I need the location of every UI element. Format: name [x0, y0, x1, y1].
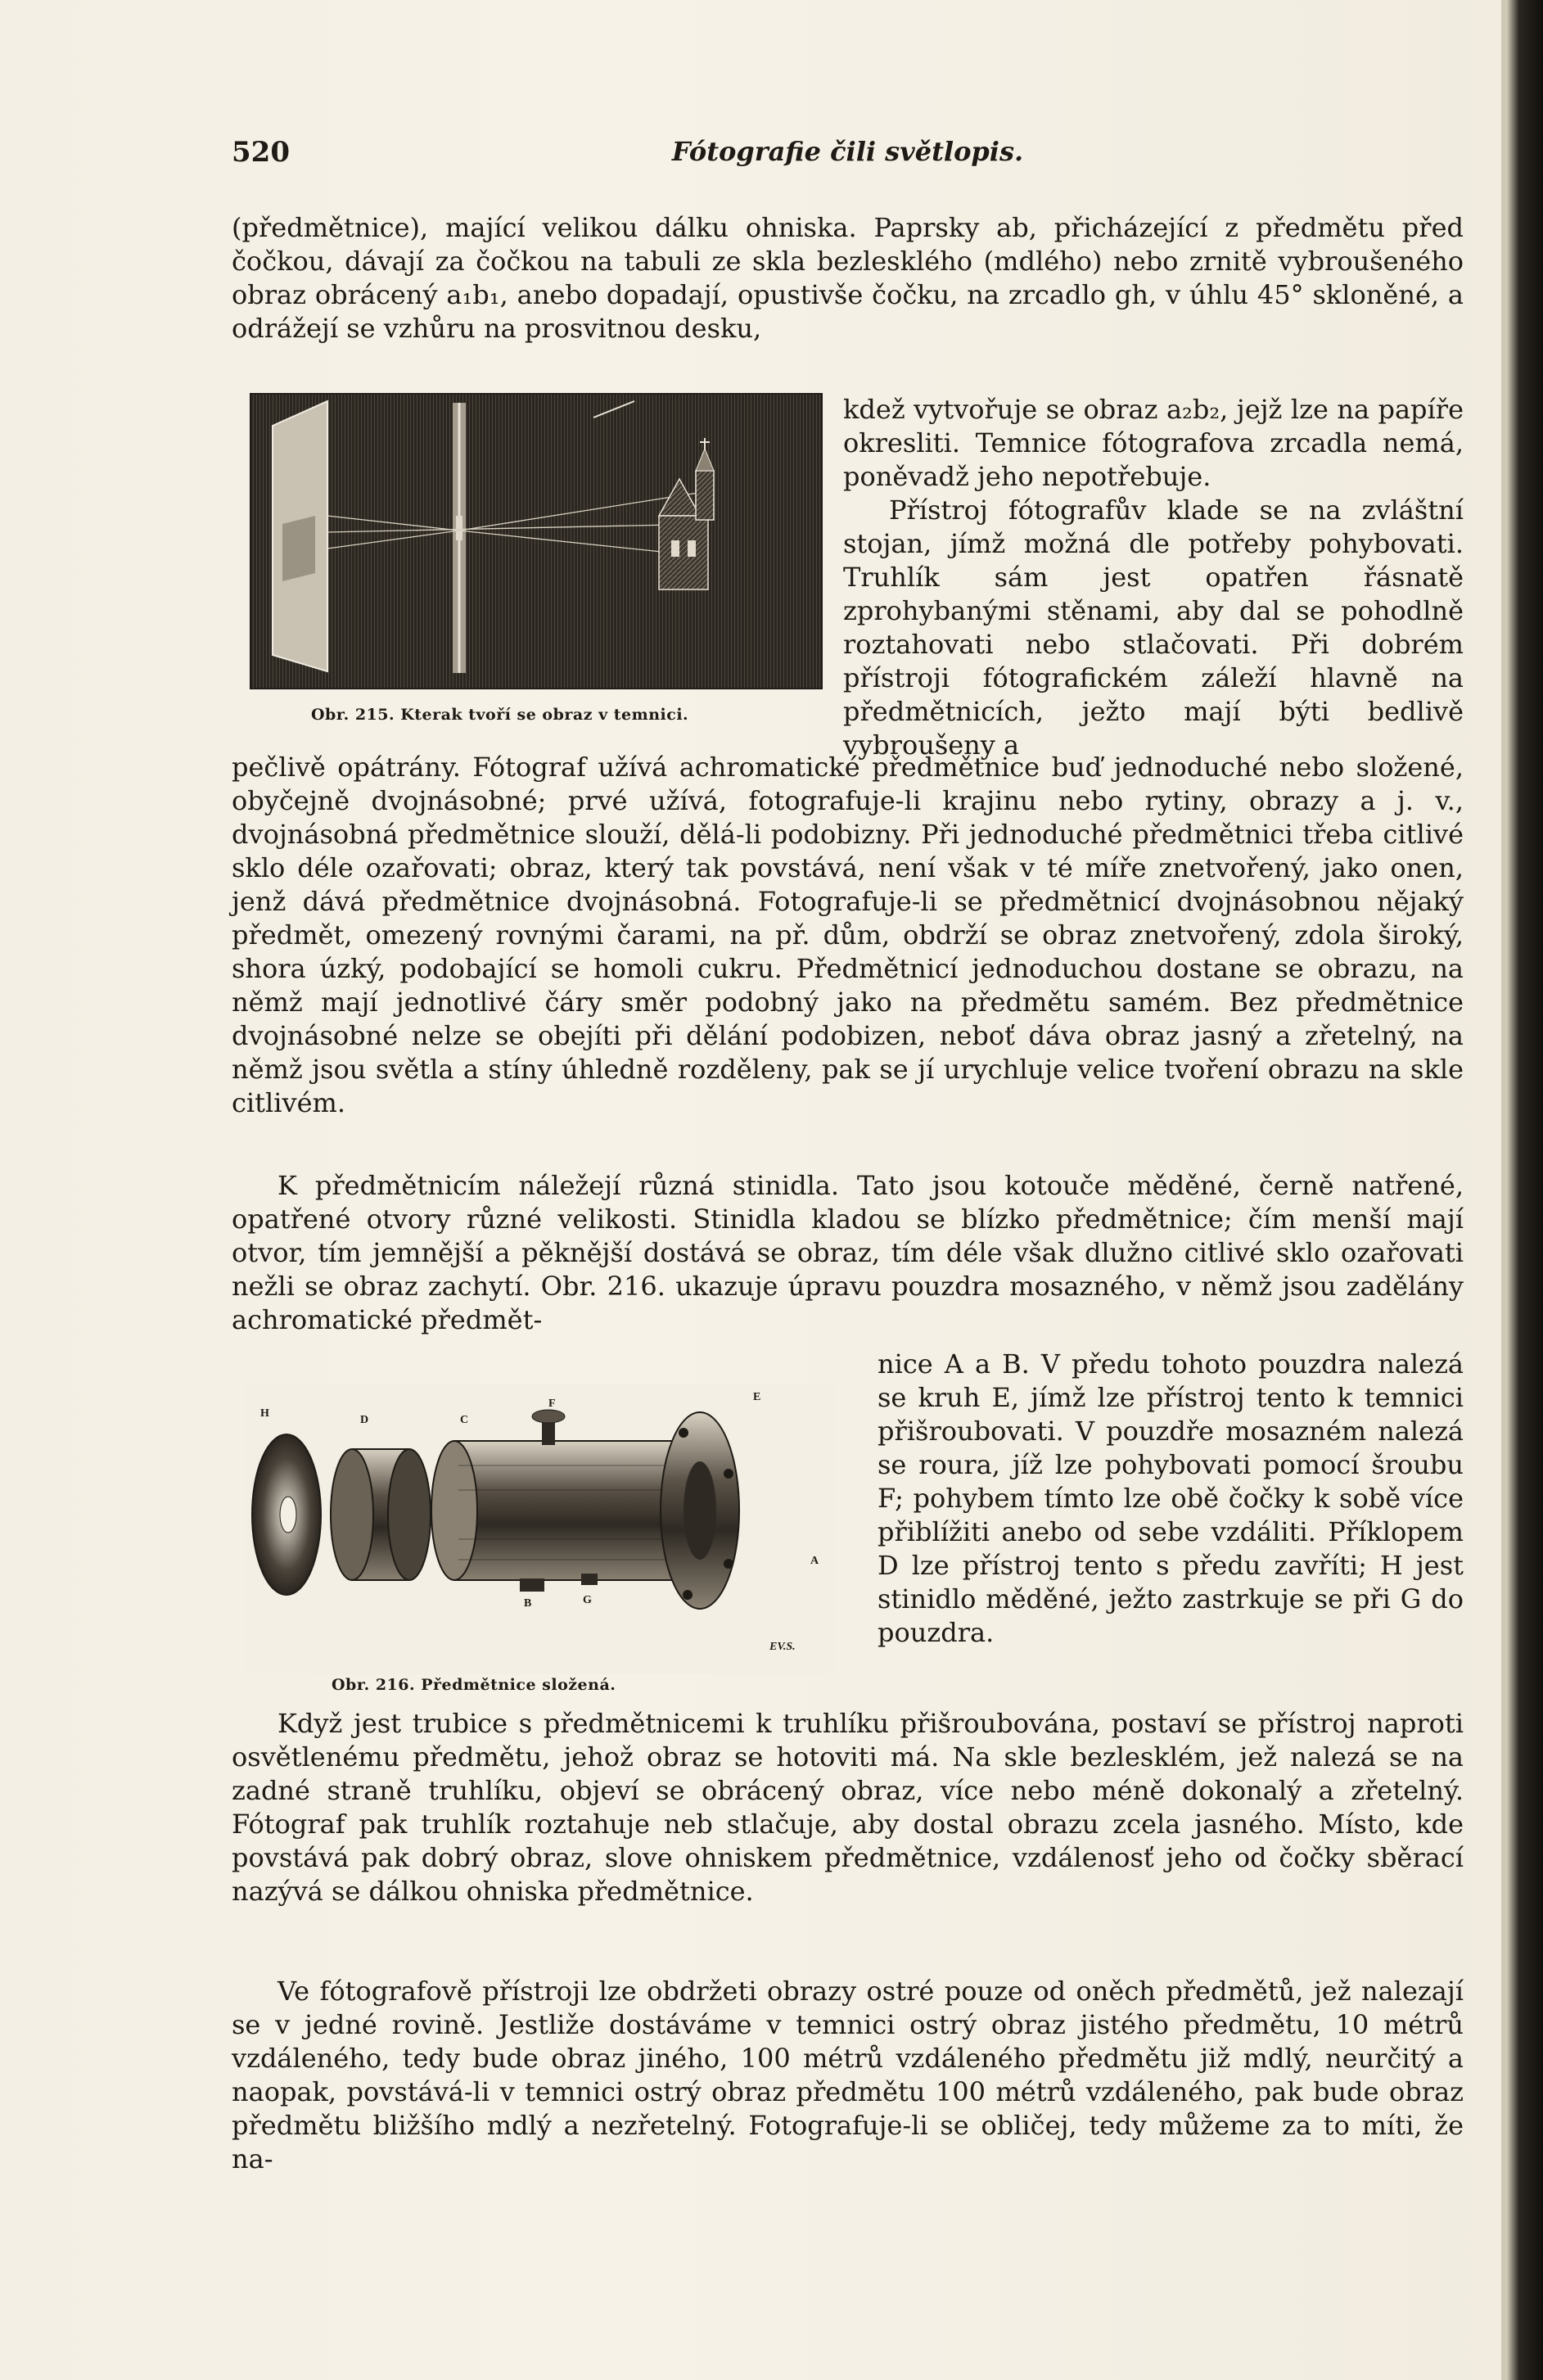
compound-lens-illustration	[246, 1384, 835, 1674]
page-number: 520	[232, 136, 290, 169]
paragraph-4	[232, 1707, 1464, 1908]
label-F: F	[548, 1398, 556, 1410]
figure-215	[250, 393, 823, 689]
paragraph-top	[232, 211, 1464, 345]
right-column-2	[878, 1348, 1464, 1650]
page-header	[232, 136, 1464, 177]
para5-text: Ve fótografově přístroji lze obdržeti obrazy ostré pouze od oněch předmětů, jež nalezají se v jedné rovině. Jestliže dostáváme v temnici ostrý obraz jistého předmětu, 10 métrů vzdáleného, tedy bude obraz jiného, 100 métrů vzdáleného předmětu již mdlý, neurčitý a naopak, povstává-li v temnici ostrý obraz předmětu 100 métrů vzdáleného, pak bude obraz předmětu bližšího mdlý a nezřetelný. Fotografuje-li se obličej, tedy můžeme za to míti, že na-	[232, 1976, 1464, 2175]
paragraph-3	[232, 1169, 1464, 1337]
para4-text: Když jest trubice s předmětnicemi k truhlíku přišroubována, postaví se přístroj naproti osvětlenému předmětu, jehož obraz se hotoviti má. Na skle bezlesklém, jež nalezá se na zadné straně truhlíku, objeví se obrácený obraz, více nebo méně dokonalý a zřetelný. Fótograf pak truhlík roztahuje neb stlačuje, aby dostal obrazu zcela jasného. Místo, kde povstává pak dobrý obraz, slove ohniskem předmětnice, vzdálenosť jeho od čočky sběrací nazývá se dálkou ohniska předmětnice.	[232, 1708, 1464, 1907]
paragraph-2	[232, 751, 1464, 1120]
lens-opening	[456, 516, 462, 540]
label-B: B	[524, 1597, 532, 1610]
paragraph-5	[232, 1975, 1464, 2176]
para1-right-text: kdež vytvořuje se obraz a₂b₂, jejž lze na papíře okresliti. Temnice fótografova zrcadla nemá, poněvadž jeho nepotřebuje.	[843, 394, 1464, 492]
right-column-1	[843, 393, 1464, 762]
para2-right-text: Přístroj fótografův klade se na zvláštní stojan, jímž možná dle potřeby pohybovati. Truhlík sám jest opatřen řásnatě zprohybanými stěnami, aby dal se pohodlně roztahovati nebo stlačovati. Při dobrém přístroji fótografickém záleží hlavně na předmětnicích, ježto mají býti bedlivě vybroušeny a	[843, 495, 1464, 761]
label-A: A	[810, 1555, 819, 1567]
inverted-image	[282, 516, 315, 581]
label-G: G	[583, 1594, 592, 1606]
label-C: C	[460, 1414, 469, 1426]
book-spine	[1506, 0, 1543, 2380]
church-building	[659, 516, 708, 589]
figure-215-caption: Obr. 215. Kterak tvoří se obraz v temnici.	[311, 706, 689, 724]
para1-top-text: (předmětnice), mající velikou dálku ohniska. Paprsky ab, přicházející z předmětu před čočkou, dávají za čočkou na tabuli ze skla bezlesklého (mdlého) nebo zrnitě vybroušeného obraz obrácený a₁b₁, anebo dopadají, opustivše čočku, na zrcadlo gh, v úhlu 45° skloněné, a odrážejí se vzhůru na prosvitnou desku,	[232, 212, 1464, 344]
church-tower	[696, 471, 714, 520]
label-D: D	[360, 1414, 369, 1426]
label-E: E	[753, 1391, 761, 1403]
camera-obscura-illustration	[250, 393, 823, 689]
figure-216	[246, 1384, 835, 1674]
para3-right-text: nice A a B. V předu tohoto pouzdra nalezá se kruh E, jímž lze přístroj tento k temnici přišroubovati. V pouzdře mosazném nalezá se roura, jíž lze pohybovati pomocí šroubu F; pohybem tímto lze obě čočky k sobě více přiblížiti anebo od sebe vzdáliti. Příklopem D lze přístroj tento s předu zavříti; H jest stinidlo měděné, ježto zastrkuje se při G do pouzdra.	[878, 1348, 1464, 1648]
running-title: Fótografie čili světlopis.	[671, 136, 1024, 167]
para2-full-text: pečlivě opátrány. Fótograf užívá achromatické předmětnice buď jednoduché nebo složené, obyčejně dvojnásobné; prvé užívá, fotografuje-li krajinu nebo rytiny, obrazy a j. v., dvojnásobná předmětnice slouží, dělá-li podobizny. Při jednoduché předmětnici třeba citlivé sklo déle ozařovati; obraz, který tak povstává, není však v té míře znetvořený, jako onen, jenž dává předmětnice dvojnásobná. Fotografuje-li se předmětnicí dvojnásobnou nějaký předmět, omezený rovnými čarami, na př. dům, obdrží se obraz znetvořený, zdola široký, shora úzký, podobající se homoli cukru. Předmětnicí jednoduchou dostane se obrazu, na němž mají jednotlivé čáry směr podobný jako na předmětu samém. Bez předmětnice dvojnásobné nelze se obejíti při dělání podobizen, neboť dáva obraz jasný a zřetelný, na němž jsou světla a stíny úhledně rozděleny, pak se jí urychluje velice tvoření obrazu na skle citlivém.	[232, 752, 1464, 1118]
label-H: H	[260, 1407, 269, 1420]
figure-216-caption: Obr. 216. Předmětnice složená.	[332, 1676, 616, 1694]
dark-room-background	[250, 393, 823, 689]
para3-text: K předmětnicím náležejí různá stinidla. Tato jsou kotouče měděné, černě natřené, opatřené otvory různé velikosti. Stinidla kladou se blízko předmětnice; čím menší mají otvor, tím jemnější a pěknější dostává se obraz, tím déle však dlužno citlivé sklo ozařovati nežli se obraz zachytí. Obr. 216. ukazuje úpravu pouzdra mosazného, v němž jsou zadělány achromatické předmět-	[232, 1170, 1464, 1335]
engraver-signature: EV.S.	[769, 1641, 796, 1653]
